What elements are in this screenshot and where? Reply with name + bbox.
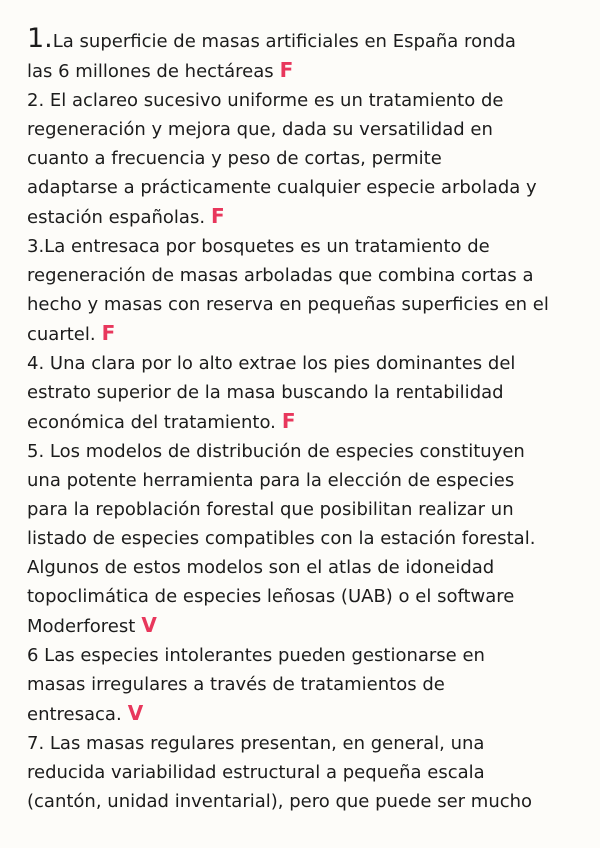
statement-2-line-4: adaptarse a prácticamente cualquier especie arbolada y [27,177,537,198]
statement-3-line-1: 3.La entresaca por bosquetes es un tratamiento de [27,236,490,257]
statement-6-line-1: 6 Las especies intolerantes pueden gestionarse en [27,645,485,666]
statement-5-line-3: para la repoblación forestal que posibilitan realizar un [27,499,514,520]
statement-1-line-2 [27,56,587,86]
statement-2-line-1: 2. El aclareo sucesivo uniforme es un tratamiento de [27,90,504,111]
statement-5-line-6: topoclimática de especies leñosas (UAB) o el software [27,586,515,607]
statement-6-line-2: masas irregulares a través de tratamientos de [27,674,445,695]
statement-6-line-3 [27,699,587,729]
statement-1-line-1 [27,24,587,56]
notes-text [27,24,587,816]
statement-4-text-3: económica del tratamiento. [27,412,276,433]
statement-5-line-4: listado de especies compatibles con la estación forestal. [27,528,536,549]
statement-5-line-2: una potente herramienta para la elección de especies [27,470,515,491]
statement-1-mark: F [279,58,294,82]
statement-1-number: 1. [27,23,53,54]
statement-2-mark: F [211,204,225,228]
statement-3-line-2: regeneración de masas arboladas que combina cortas a [27,265,534,286]
statement-6-text-3: entresaca. [27,704,122,725]
statement-5-line-7 [27,611,587,641]
statement-5-line-1: 5. Los modelos de distribución de especies constituyen [27,441,525,462]
statement-5-line-5: Algunos de estos modelos son el atlas de idoneidad [27,557,495,578]
statement-7-line-3: (cantón, unidad inventarial), pero que puede ser mucho [27,791,533,812]
statement-3-text-4: cuartel. [27,324,96,345]
statement-2-line-3: cuanto a frecuencia y peso de cortas, permite [27,148,442,169]
statement-1-text-2: las 6 millones de hectáreas [27,61,274,82]
statement-5-mark: V [141,613,157,637]
statement-4-mark: F [281,409,296,433]
statement-3-line-4 [27,319,587,349]
statement-2-line-2: regeneración y mejora que, dada su versatilidad en [27,119,493,140]
statement-7-line-1: 7. Las masas regulares presentan, en general, una [27,733,485,754]
statement-3-line-3: hecho y masas con reserva en pequeñas superficies en el [27,294,549,315]
statement-6-mark: V [127,701,144,725]
statement-4-line-3 [27,407,587,437]
statement-5-text-7: Moderforest [27,616,136,637]
statement-1-text-1: La superficie de masas artificiales en España ronda [52,31,516,52]
statement-2-text-5: estación españolas. [27,207,206,228]
statement-3-mark: F [101,321,116,345]
statement-4-line-1: 4. Una clara por lo alto extrae los pies dominantes del [27,353,516,374]
statement-2-line-5 [27,202,587,232]
statement-7-line-2: reducida variabilidad estructural a pequeña escala [27,762,485,783]
statement-4-line-2: estrato superior de la masa buscando la rentabilidad [27,382,504,403]
